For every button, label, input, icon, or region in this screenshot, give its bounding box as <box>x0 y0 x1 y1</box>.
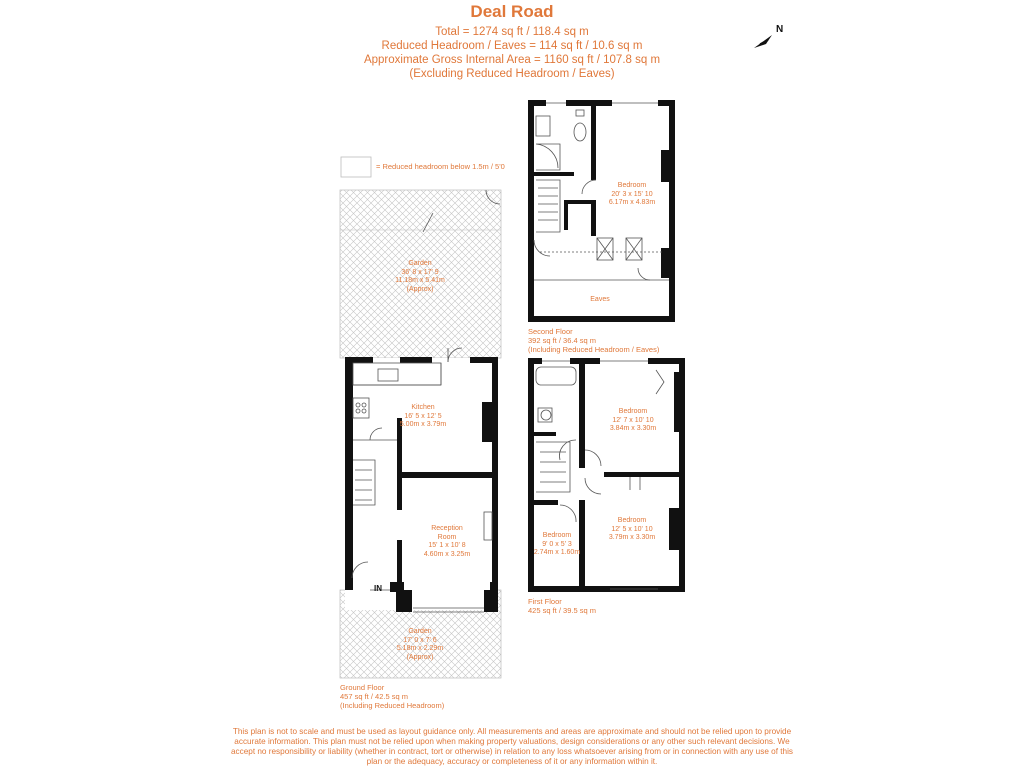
entrance-label: IN <box>374 584 382 593</box>
north-arrow-icon <box>754 35 772 48</box>
room-label-eaves: Eaves <box>590 296 610 303</box>
excluding-note-text: (Excluding Reduced Headroom / Eaves) <box>409 68 615 80</box>
room-label-first-front-bedroom: Bedroom 12' 5 x 10' 10 3.79m x 3.30m <box>608 517 656 541</box>
room-label-rear-garden: Garden 36' 8 x 17' 9 11.18m x 5.41m (Approx) <box>395 260 445 293</box>
reduced-headroom-text: Reduced Headroom / Eaves = 114 sq ft / 10.6 sq m <box>381 40 643 52</box>
total-area-text: Total = 1274 sq ft / 118.4 sq m <box>435 26 589 38</box>
room-label-reception: Reception Room 15' 1 x 10' 8 4.60m x 3.25m <box>423 525 471 558</box>
room-label-front-garden: Garden 17' 0 x 7' 6 5.18m x 2.29m (Approx) <box>396 628 444 661</box>
room-label-first-small-bedroom: Bedroom 9' 0 x 5' 3 2.74m x 1.60m <box>533 532 581 556</box>
disclaimer-text: This plan is not to scale and must be used as layout guidance only. All measurements and areas are approximate and should not be relied upon to provide accurate information. This plan must not be relied upon when making property valuations, design considerations or any other such relevant decisions. We accept no responsibility or liability (whether in contract, tort or otherwise) in relation to any loss whatsoever arising from or in connection with any use of this plan or the adequacy, accuracy or completeness of it or any information within it. <box>230 727 793 766</box>
legend-swatch <box>341 157 371 177</box>
room-label-second-bedroom: Bedroom 20' 3 x 15' 10 6.17m x 4.83m <box>608 182 656 206</box>
legend-text: = Reduced headroom below 1.5m / 5'0 <box>376 162 505 171</box>
first-floor-caption: First Floor 425 sq ft / 39.5 sq m <box>528 597 596 615</box>
plan-title: Deal Road <box>470 2 554 21</box>
north-label: N <box>776 24 784 35</box>
gross-internal-area-text: Approximate Gross Internal Area = 1160 sq ft / 107.8 sq m <box>363 54 661 66</box>
ground-floor-caption: Ground Floor 457 sq ft / 42.5 sq m (Including Reduced Headroom) <box>340 683 445 710</box>
second-floor-caption: Second Floor 392 sq ft / 36.4 sq m (Including Reduced Headroom / Eaves) <box>528 327 660 354</box>
room-label-kitchen: Kitchen 16' 5 x 12' 5 5.00m x 3.79m <box>399 404 447 428</box>
room-label-first-rear-bedroom: Bedroom 12' 7 x 10' 10 3.84m x 3.30m <box>609 408 657 432</box>
